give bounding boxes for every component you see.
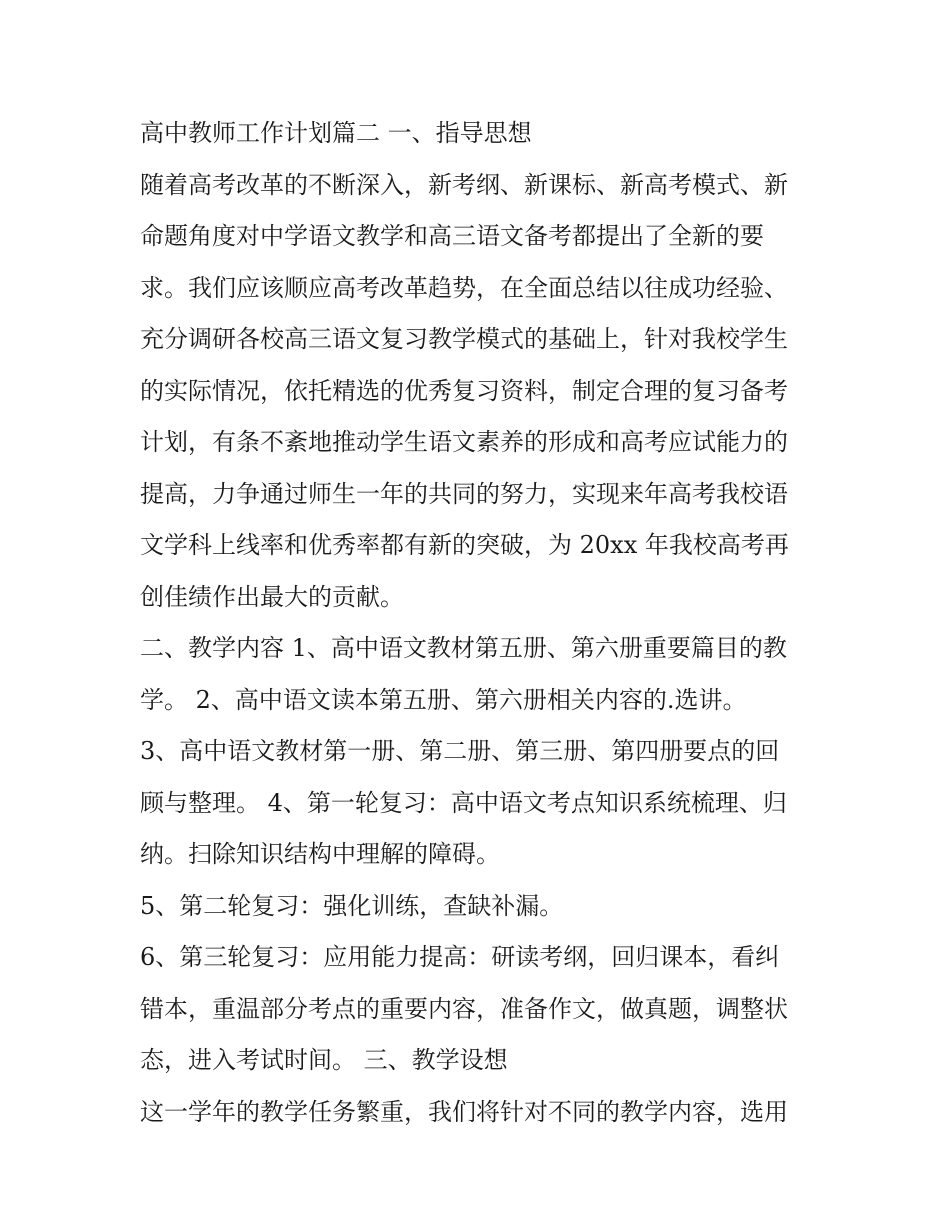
document-body bbox=[140, 108, 820, 1138]
text-line: 命题角度对中学语文教学和高三语文备考都提出了全新的要 bbox=[140, 222, 764, 250]
text-line: 5、第二轮复习：强化训练，查缺补漏。 bbox=[140, 891, 564, 920]
text-line: 顾与整理。 4、第一轮复习：高中语文考点知识系统梳理、归 bbox=[140, 788, 787, 817]
text-line: 创佳绩作出最大的贡献。 bbox=[140, 582, 404, 611]
text-line: 学。 2、高中语文读本第五册、第六册相关内容的.选讲。 bbox=[140, 685, 747, 714]
text-line: 充分调研各校高三语文复习教学模式的基础上，针对我校学生 bbox=[140, 325, 788, 353]
text-line: 态，进入考试时间。 三、教学设想 bbox=[140, 1046, 508, 1074]
text-line: 6、第三轮复习：应用能力提高：研读考纲，回归课本，看纠 bbox=[140, 943, 780, 971]
text-line: 高中教师工作计划篇二 一、指导思想 bbox=[140, 119, 532, 147]
text-line: 二、教学内容 1、高中语文教材第五册、第六册重要篇目的教 bbox=[140, 634, 787, 662]
text-line: 这一学年的教学任务繁重，我们将针对不同的教学内容，选用 bbox=[140, 1097, 788, 1126]
text-line: 计划，有条不紊地推动学生语文素养的形成和高考应试能力的 bbox=[140, 428, 788, 456]
text-line: 求。我们应该顺应高考改革趋势，在全面总结以往成功经验、 bbox=[140, 273, 788, 302]
text-line: 的实际情况，依托精选的优秀复习资料，制定合理的复习备考 bbox=[140, 376, 788, 405]
text-line: 随着高考改革的不断深入，新考纲、新课标、新高考模式、新 bbox=[140, 170, 788, 199]
text-line: 纳。扫除知识结构中理解的障碍。 bbox=[140, 840, 500, 868]
text-line: 错本，重温部分考点的重要内容，准备作文，做真题，调整状 bbox=[140, 994, 788, 1023]
text-line: 3、高中语文教材第一册、第二册、第三册、第四册要点的回 bbox=[140, 737, 780, 765]
text-line: 文学科上线率和优秀率都有新的突破，为 20xx 年我校高考再 bbox=[140, 531, 789, 559]
text-line: 提高，力争通过师生一年的共同的努力，实现来年高考我校语 bbox=[140, 479, 788, 508]
